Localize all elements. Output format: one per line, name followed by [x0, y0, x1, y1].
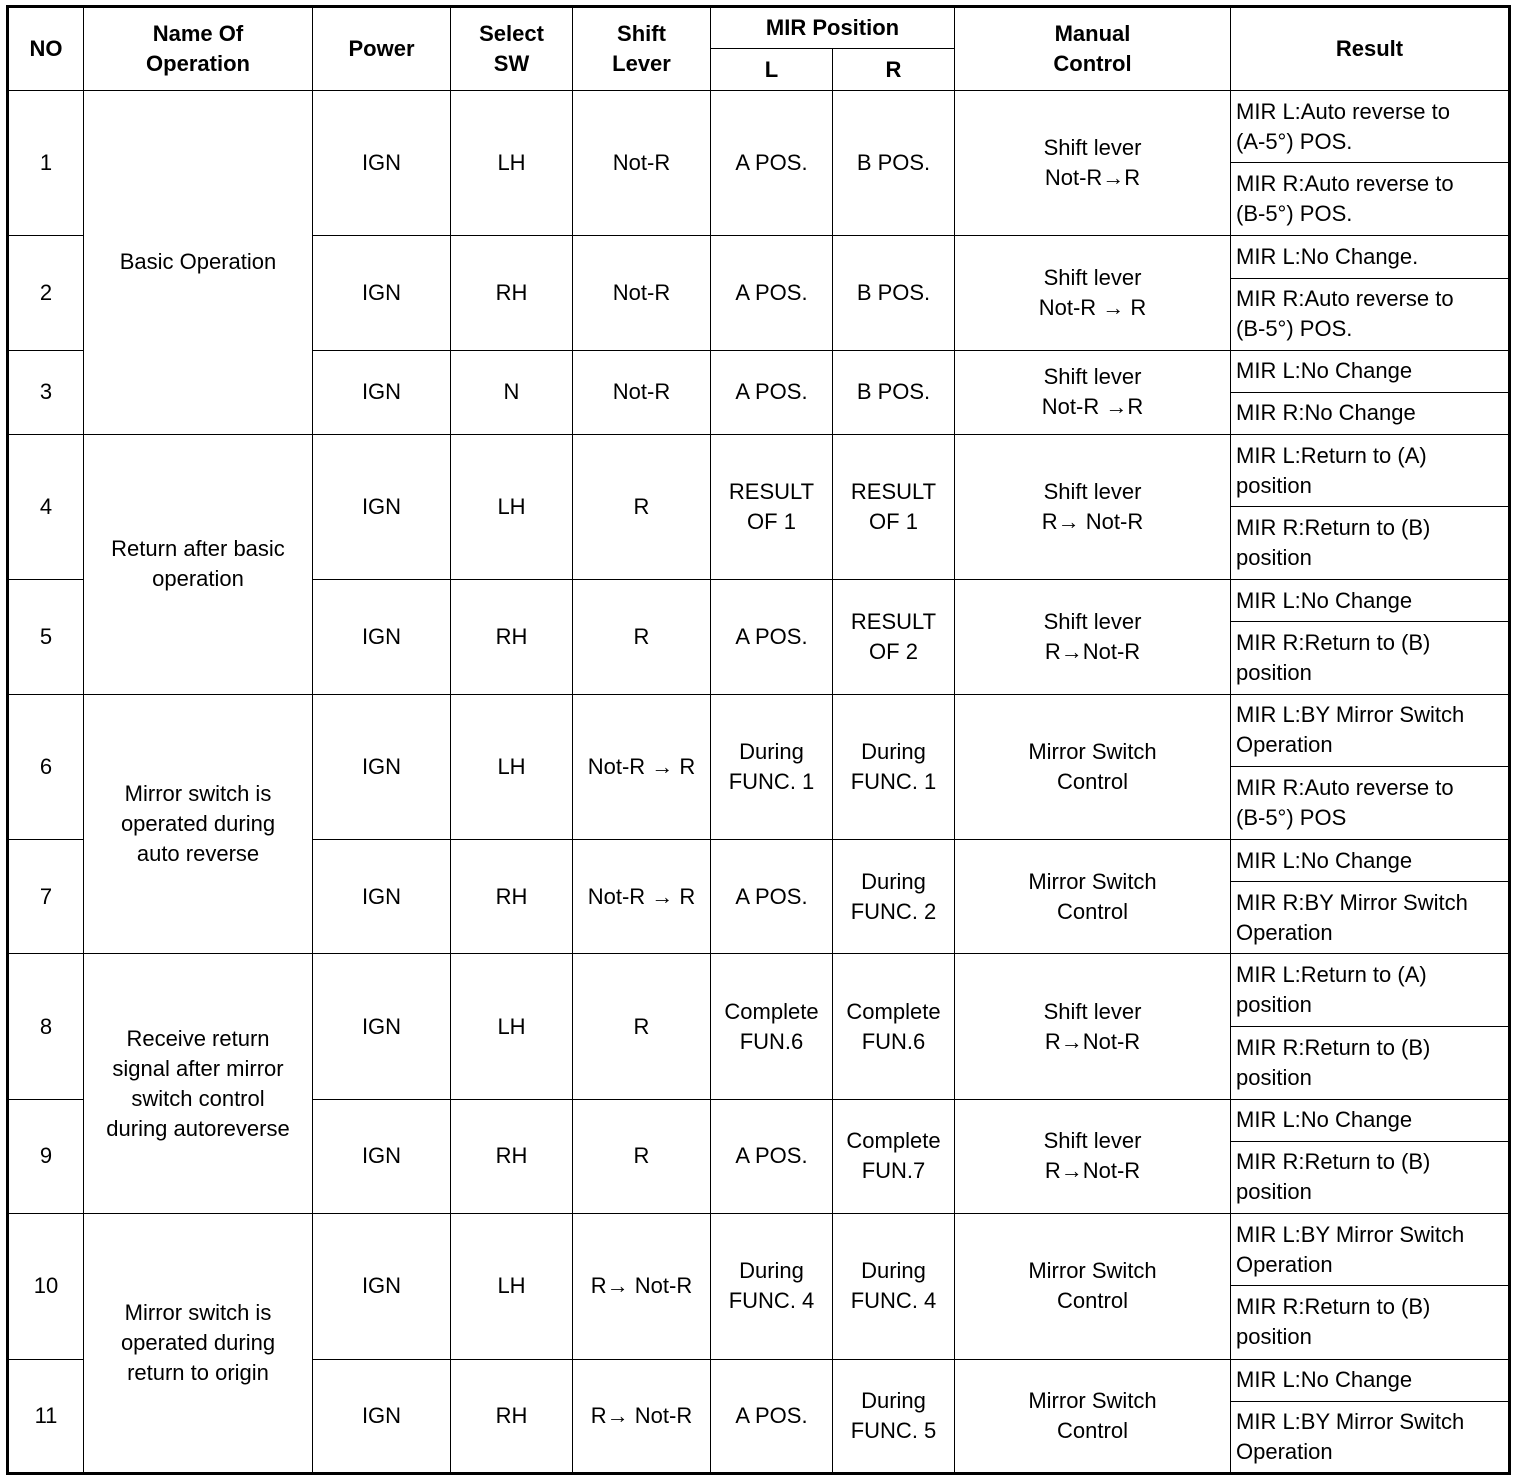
cell-power: IGN: [313, 1359, 451, 1474]
cell-mir-l: A POS.: [711, 840, 833, 954]
cell-select-sw: LH: [451, 694, 573, 839]
cell-result-r: MIR R:BY Mirror Switch Operation: [1231, 882, 1510, 954]
cell-shift-lever: Not-R → R: [573, 694, 711, 839]
operation-table: [6, 5, 1511, 1475]
table-row: [8, 91, 1510, 163]
cell-no: 5: [8, 580, 84, 694]
cell-manual-control: Shift lever R→Not-R: [955, 580, 1231, 694]
cell-mir-r: RESULT OF 1: [833, 434, 955, 579]
cell-mir-r: Complete FUN.7: [833, 1099, 955, 1213]
cell-no: 3: [8, 350, 84, 434]
cell-mir-l: A POS.: [711, 236, 833, 350]
cell-mir-r: Complete FUN.6: [833, 954, 955, 1099]
cell-result-r: MIR R:Return to (B) position: [1231, 622, 1510, 694]
cell-mir-l: A POS.: [711, 1359, 833, 1474]
table-row: [8, 434, 1510, 506]
cell-manual-control: Shift lever Not-R→R: [955, 91, 1231, 236]
cell-shift-lever: R: [573, 954, 711, 1099]
cell-manual-control: Mirror Switch Control: [955, 1214, 1231, 1359]
cell-no: 2: [8, 236, 84, 350]
cell-result-l: MIR L:Auto reverse to (A-5°) POS.: [1231, 91, 1510, 163]
cell-shift-lever: Not-R: [573, 350, 711, 434]
cell-mir-l: A POS.: [711, 91, 833, 236]
cell-mir-r: B POS.: [833, 236, 955, 350]
cell-result-l: MIR L:No Change: [1231, 350, 1510, 392]
cell-manual-control: Shift lever Not-R →R: [955, 350, 1231, 434]
cell-operation-name: Basic Operation: [84, 91, 313, 435]
header-mir-position: MIR Position: [711, 7, 955, 49]
cell-result-r: MIR R:No Change: [1231, 392, 1510, 434]
cell-shift-lever: Not-R: [573, 236, 711, 350]
cell-result-l: MIR L:No Change: [1231, 580, 1510, 622]
cell-result-l: MIR L:No Change.: [1231, 236, 1510, 278]
cell-power: IGN: [313, 236, 451, 350]
cell-power: IGN: [313, 91, 451, 236]
cell-select-sw: RH: [451, 1359, 573, 1474]
table-row: [8, 1214, 1510, 1286]
cell-mir-l: During FUNC. 1: [711, 694, 833, 839]
cell-select-sw: LH: [451, 1214, 573, 1359]
cell-power: IGN: [313, 434, 451, 579]
cell-result-l: MIR L:No Change: [1231, 1099, 1510, 1141]
header-result: Result: [1231, 7, 1510, 91]
cell-power: IGN: [313, 1214, 451, 1359]
cell-no: 8: [8, 954, 84, 1099]
cell-shift-lever: Not-R: [573, 91, 711, 236]
cell-no: 9: [8, 1099, 84, 1213]
cell-result-r: MIR R:Auto reverse to (B-5°) POS.: [1231, 163, 1510, 236]
cell-result-l: MIR L:Return to (A) position: [1231, 954, 1510, 1026]
cell-operation-name: Mirror switch is operated during auto reverse: [84, 694, 313, 954]
cell-manual-control: Shift lever R→ Not-R: [955, 434, 1231, 579]
cell-result-l: MIR L:No Change: [1231, 840, 1510, 882]
cell-mir-l: During FUNC. 4: [711, 1214, 833, 1359]
cell-mir-l: RESULT OF 1: [711, 434, 833, 579]
cell-result-l: MIR L:Return to (A) position: [1231, 434, 1510, 506]
cell-operation-name: Return after basic operation: [84, 434, 313, 694]
cell-no: 4: [8, 434, 84, 579]
cell-mir-r: B POS.: [833, 91, 955, 236]
cell-manual-control: Shift lever R→Not-R: [955, 1099, 1231, 1213]
cell-shift-lever: R: [573, 580, 711, 694]
cell-result-r: MIR L:BY Mirror Switch Operation: [1231, 1401, 1510, 1473]
table-row: [8, 954, 1510, 1026]
cell-mir-l: Complete FUN.6: [711, 954, 833, 1099]
cell-mir-r: During FUNC. 1: [833, 694, 955, 839]
cell-result-r: MIR R:Return to (B) position: [1231, 1286, 1510, 1359]
cell-manual-control: Shift lever R→Not-R: [955, 954, 1231, 1099]
cell-shift-lever: R: [573, 1099, 711, 1213]
cell-shift-lever: R: [573, 434, 711, 579]
cell-select-sw: N: [451, 350, 573, 434]
cell-shift-lever: R→ Not-R: [573, 1214, 711, 1359]
cell-power: IGN: [313, 350, 451, 434]
cell-select-sw: RH: [451, 1099, 573, 1213]
cell-mir-r: During FUNC. 2: [833, 840, 955, 954]
cell-no: 1: [8, 91, 84, 236]
cell-manual-control: Mirror Switch Control: [955, 1359, 1231, 1474]
cell-operation-name: Receive return signal after mirror switch control during autoreverse: [84, 954, 313, 1214]
cell-no: 11: [8, 1359, 84, 1474]
cell-result-r: MIR R:Auto reverse to (B-5°) POS: [1231, 766, 1510, 839]
cell-operation-name: Mirror switch is operated during return to origin: [84, 1214, 313, 1474]
cell-shift-lever: Not-R → R: [573, 840, 711, 954]
cell-power: IGN: [313, 694, 451, 839]
cell-power: IGN: [313, 840, 451, 954]
header-no: NO: [8, 7, 84, 91]
cell-no: 7: [8, 840, 84, 954]
header-select-sw: Select SW: [451, 7, 573, 91]
table-body: [8, 91, 1510, 1474]
cell-result-r: MIR R:Return to (B) position: [1231, 1026, 1510, 1099]
cell-manual-control: Shift lever Not-R → R: [955, 236, 1231, 350]
cell-select-sw: RH: [451, 580, 573, 694]
cell-power: IGN: [313, 1099, 451, 1213]
cell-result-l: MIR L:No Change: [1231, 1359, 1510, 1401]
cell-mir-r: During FUNC. 5: [833, 1359, 955, 1474]
cell-result-l: MIR L:BY Mirror Switch Operation: [1231, 694, 1510, 766]
cell-manual-control: Mirror Switch Control: [955, 694, 1231, 839]
header-power: Power: [313, 7, 451, 91]
cell-mir-l: A POS.: [711, 580, 833, 694]
header-shift-lever: Shift Lever: [573, 7, 711, 91]
cell-select-sw: LH: [451, 434, 573, 579]
cell-select-sw: LH: [451, 91, 573, 236]
cell-shift-lever: R→ Not-R: [573, 1359, 711, 1474]
cell-select-sw: LH: [451, 954, 573, 1099]
cell-no: 6: [8, 694, 84, 839]
cell-select-sw: RH: [451, 840, 573, 954]
header-mir-r: R: [833, 49, 955, 91]
cell-manual-control: Mirror Switch Control: [955, 840, 1231, 954]
table-row: [8, 694, 1510, 766]
cell-result-r: MIR R:Return to (B) position: [1231, 1141, 1510, 1213]
cell-power: IGN: [313, 580, 451, 694]
cell-mir-l: A POS.: [711, 350, 833, 434]
header-mir-l: L: [711, 49, 833, 91]
cell-power: IGN: [313, 954, 451, 1099]
cell-no: 10: [8, 1214, 84, 1359]
cell-select-sw: RH: [451, 236, 573, 350]
cell-mir-l: A POS.: [711, 1099, 833, 1213]
cell-result-r: MIR R:Return to (B) position: [1231, 507, 1510, 580]
cell-result-l: MIR L:BY Mirror Switch Operation: [1231, 1214, 1510, 1286]
header-name-of-operation: Name Of Operation: [84, 7, 313, 91]
cell-mir-r: During FUNC. 4: [833, 1214, 955, 1359]
cell-mir-r: RESULT OF 2: [833, 580, 955, 694]
cell-result-r: MIR R:Auto reverse to (B-5°) POS.: [1231, 278, 1510, 350]
header-manual-control: Manual Control: [955, 7, 1231, 91]
cell-mir-r: B POS.: [833, 350, 955, 434]
